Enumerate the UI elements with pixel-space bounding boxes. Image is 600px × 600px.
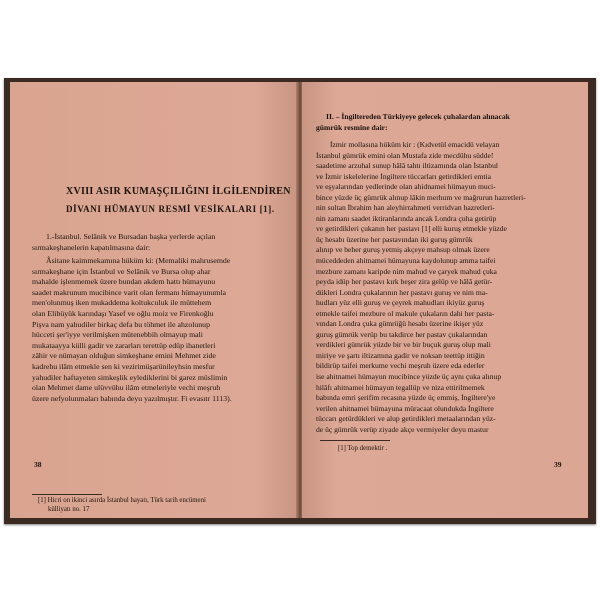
left-heading-line: 1.-İstanbul. Selânik ve Bursadan başka yerlerde açılan (46, 232, 216, 241)
right-body-line: üç hesabı üzerine her pastavından iki guruş gümrük (316, 234, 473, 244)
left-body-line: zâhir ve nümayan olduğun simkeşhane emini Mehmet zide (32, 351, 216, 361)
right-body-line: müceddeden ahitnamei hümayuna kaydolunup amma taifei (316, 256, 496, 266)
right-body-line: ve eşyalarından yedlerinde olan ahidnamei hümayun muci- (316, 182, 496, 192)
left-footnote (38, 496, 206, 514)
right-body-line: ise ahitnamei hümayun mucibince yüzde üç aynı çuka alınup (316, 372, 502, 382)
right-body-line: ve İzmir iskelelerine İngiltere tüccarları getirdikleri emtia (316, 171, 491, 181)
page-number-left: 38 (34, 460, 42, 469)
right-body-line: saadetime arzuhal sunup hâlâ tahtı iltizamında olan İstanbul (316, 161, 498, 171)
right-body-text (316, 140, 578, 435)
left-body-text (32, 256, 284, 404)
right-body-line: miriye ve şartı iltizamına gadir ve noksan teettüp ittiğin (316, 350, 485, 360)
page-number-right: 39 (554, 460, 562, 469)
right-body-line: bince yüzde üç gümrük alınup lâkin merhum ve mağrurun hazretleri- (316, 192, 526, 202)
left-body-line: men'olunmuş iken mukaddema koltukculuk ile müttehem (32, 298, 212, 308)
left-heading-line: sırmakeşhanelerin kapatılmasına dair: (32, 242, 151, 252)
left-body-line: Âsitane kaimmekamına hüküm ki: (Memaliki mahrusemde (46, 256, 231, 265)
left-page (10, 82, 298, 518)
left-body-line: mahalde işlenmemek üzere bundan akdem hattı hümayunu (32, 277, 216, 287)
left-body-line: kadrehu ilâm etmekle sen ki vezirimüşarünileyhsin mesfur (32, 361, 215, 371)
right-body-line: babında emri şerifim recasına yüzde üç emmiş, İngiltere'ye (316, 393, 496, 403)
left-footnote-rule (32, 494, 102, 495)
left-body-line: olan Elibüyük karındaşı Yasef ve oğlu moiz ve Firenkoğlu (32, 308, 214, 318)
right-body-line: vından Londra çuka gümrüğü hesabı üzerine ikişer yüz (316, 319, 484, 329)
right-body-line: nin sultan İbrahim han aleyhirrahmeti verridvan hazretleri- (316, 203, 495, 213)
open-book (4, 78, 596, 524)
right-body-line: dükleri Londra çukalarının her pastavı guruş ve nim ma- (316, 287, 488, 297)
right-body-line: alınıp ve beher guruş yetmiş akçeye mahsup olmak üzere (316, 245, 490, 255)
left-body-line: saadet makrunum mucibince varit olan fermanı hümayunumla (32, 287, 226, 297)
right-body-line: guruş gümrük verüp bu takdirce her pastav çukalarından (316, 329, 488, 339)
left-body-line: Pişva nam yahudiler birkaç defa bu töhmet ile ahzolunup (32, 319, 210, 329)
right-body-line: bildirüp taifei merkume vechi meşruh üzere eda ederler (316, 361, 485, 371)
left-footnote-line: [1] Hicri on ikinci asırda İstanbul hayatı, Türk tarih encümeni (38, 497, 206, 504)
left-body-line: olan Mehmet dame ulüvvühu ilâm etmeleriyle vechi meşruh (32, 383, 221, 393)
right-heading-line: II. – İngiltereden Türkiyeye gelecek çuhalardan alınacak (326, 112, 510, 121)
left-body-line: yahudiler haftayeten simkeşlik eylediklerini bi garez müslimin (32, 372, 228, 382)
left-body-line: üzere nefyolunmaları babında deyu yazılmıştır. Fi evasıtr 1113). (32, 393, 232, 403)
left-body-line: mukataayya külli gadir ve zararları terettüp edüp ihanetleri (32, 340, 216, 350)
right-body-line: hilâfı ahitnamei hümayun tegallüp ve niza ettirilmemek (316, 382, 485, 392)
left-body-line: hücceti şer'iyye verilmişken mütenebbih olmayup mali (32, 330, 203, 340)
right-page (302, 82, 588, 518)
left-body-line: sırmakeşhane için İstanbul ve Selânik ve Bursa olup ahar (32, 266, 211, 276)
right-heading-line: gümrük resmine dair: (316, 122, 388, 132)
right-footnote: [1] Top demektir . (338, 445, 388, 452)
right-body-line: etmekle taifei mezbure ol makule çukaların dahi her pasta- (316, 308, 495, 318)
right-footnote-rule (320, 440, 390, 441)
left-section-heading (32, 232, 284, 253)
right-body-line: peyda idüp her pastavı kırk beşer zira gelüp ve hâlâ getür- (316, 277, 493, 287)
right-section-heading (316, 112, 578, 133)
right-body-line: nin zamanı saadet iktiranlarında ancak Londra çuha getirüp (316, 213, 497, 223)
right-body-line: tüccarı getürdükleri ve alup getirdikleri metaalarından yüz- (316, 414, 496, 424)
left-footnote-line: külliyatı no. 17 (48, 506, 90, 513)
right-body-line: İstanbul gümrük emini olan Mustafa zide mecdühu südde! (316, 150, 494, 160)
right-body-line: İzmir mollasına hüküm kir : (Kıdvetül emacidü velayan (330, 140, 500, 149)
right-body-line: de üç gümrük verüp ziyade akçe vermiyeler deyu mastur (316, 424, 489, 434)
chapter-subtitle: DİVANI HÜMAYUN RESMİ VESİKALARI [1]. (66, 204, 275, 214)
right-body-line: mezbure zamanı karipde nim mahud ve çaryek mahud çuka (316, 266, 497, 276)
right-body-line: verilen ahitnamei hümayuna müracaat olundukda İngiltere (316, 403, 494, 413)
right-body-line: hudları yüz elli guruş ve çeyrek mahudları ikiyüz guruş (316, 298, 485, 308)
chapter-title: XVIII ASIR KUMAŞÇILIĞINI İLGİLENDİREN (66, 186, 291, 197)
right-body-line: verdikleri gümrük yüzde bir ve bir buçuk guruş olup mali (316, 340, 491, 350)
right-body-line: ve getirdikleri çukanın her pastavı [1] elli kuruş etmekle yüzde (316, 224, 507, 234)
